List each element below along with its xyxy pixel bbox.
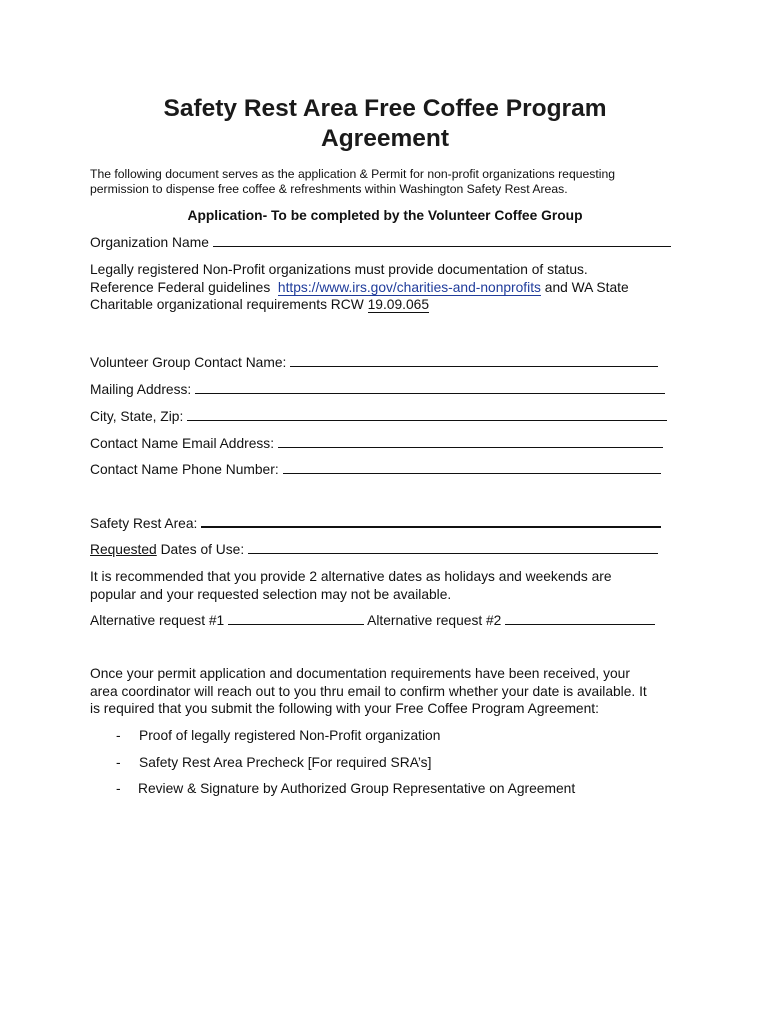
nonprofit-line-2-prefix: Reference Federal guidelines	[90, 279, 271, 295]
list-dash: -	[116, 754, 121, 770]
closing-paragraph	[90, 665, 690, 718]
closing-line-3: is required that you submit the following with your Free Coffee Program Agreement:	[90, 701, 599, 716]
organization-name-label: Organization Name	[90, 235, 209, 250]
contact-name-field[interactable]	[290, 354, 658, 367]
application-heading: Application- To be completed by the Volunteer Coffee Group	[187, 208, 583, 223]
nonprofit-line-2	[90, 279, 690, 297]
list-dash: -	[116, 728, 121, 743]
recommendation-paragraph	[90, 568, 690, 603]
nonprofit-line-3-prefix: Charitable organizational requirements RCW	[90, 297, 364, 312]
recommendation-line-2: popular and your requested selection may not be available.	[90, 586, 452, 602]
dates-of-use-field[interactable]	[248, 541, 658, 554]
dates-of-use-row	[90, 541, 658, 558]
mailing-address-row	[90, 381, 665, 398]
list-item-text: Safety Rest Area Precheck [For required SRA’s]	[139, 754, 432, 770]
list-dash: -	[116, 781, 121, 796]
rcw-link[interactable]: 19.09.065	[367, 297, 429, 312]
contact-name-label: Volunteer Group Contact Name:	[90, 355, 287, 370]
dates-of-use-label: Dates of Use:	[160, 542, 245, 557]
email-field[interactable]	[278, 435, 663, 448]
list-item-text: Proof of legally registered Non-Profit organization	[139, 728, 441, 743]
alternative-request-1-label: Alternative request #1	[90, 613, 225, 628]
nonprofit-line-3	[90, 296, 690, 314]
document-title	[0, 94, 770, 154]
closing-line-1: Once your permit application and documentation requirements have been received, your	[90, 666, 630, 681]
city-state-zip-label: City, State, Zip:	[90, 409, 184, 424]
phone-row	[90, 461, 661, 478]
organization-name-row	[90, 234, 671, 251]
alternative-requests-row	[90, 612, 655, 629]
irs-link[interactable]: https://www.irs.gov/charities-and-nonprofits	[277, 279, 541, 295]
intro-paragraph	[90, 167, 690, 196]
requested-word: Requested	[90, 542, 157, 557]
closing-line-2: area coordinator will reach out to you thru email to confirm whether your date is available. It	[90, 683, 647, 699]
mailing-address-field[interactable]	[195, 381, 665, 394]
phone-field[interactable]	[283, 461, 661, 474]
safety-rest-area-label: Safety Rest Area:	[90, 516, 198, 531]
nonprofit-line-2-suffix: and WA State	[544, 279, 629, 295]
recommendation-line-1: It is recommended that you provide 2 alternative dates as holidays and weekends are	[90, 569, 612, 584]
email-label: Contact Name Email Address:	[90, 436, 275, 451]
nonprofit-line-1: Legally registered Non-Profit organizations must provide documentation of status.	[90, 262, 588, 277]
organization-name-field[interactable]	[213, 234, 671, 247]
title-line-1: Safety Rest Area Free Coffee Program	[163, 95, 607, 122]
nonprofit-paragraph	[90, 261, 690, 314]
email-row	[90, 435, 663, 452]
alternative-request-2-field[interactable]	[505, 612, 655, 625]
mailing-address-label: Mailing Address:	[90, 382, 192, 397]
safety-rest-area-row	[90, 514, 661, 532]
city-state-zip-field[interactable]	[187, 408, 667, 421]
intro-line-1: The following document serves as the application & Permit for non-profit organizations requesting	[90, 167, 616, 181]
phone-label: Contact Name Phone Number:	[90, 462, 279, 477]
safety-rest-area-field[interactable]	[201, 514, 661, 528]
alternative-request-2-label: Alternative request #2	[367, 613, 502, 628]
city-state-zip-row	[90, 408, 667, 425]
intro-line-2: permission to dispense free coffee & refreshments within Washington Safety Rest Areas.	[90, 181, 568, 196]
title-line-2: Agreement	[321, 125, 449, 152]
list-item-text: Review & Signature by Authorized Group Representative on Agreement	[138, 781, 576, 796]
contact-name-row	[90, 354, 658, 371]
alternative-request-1-field[interactable]	[228, 612, 364, 625]
